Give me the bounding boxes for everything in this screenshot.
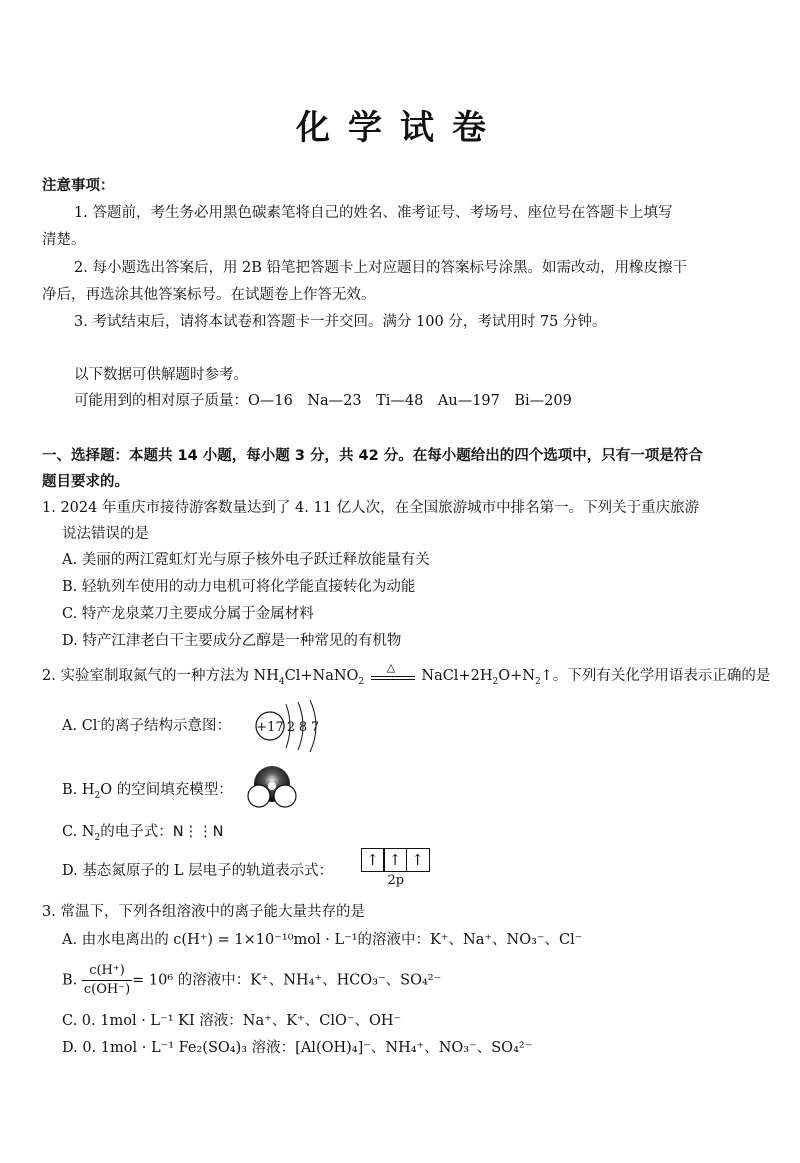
reference-atomic-masses: 可能用到的相对原子质量：O—16 Na—23 Ti—48 Au—197 Bi—209 bbox=[74, 393, 572, 409]
orbital-box-3: ↑ bbox=[406, 848, 430, 872]
q3-option-d: D. 0. 1mol · L⁻¹ Fe₂(SO₄)₃ 溶液：[Al(OH)₄]⁻、NH₄⁺、NO₃⁻、SO₄²⁻ bbox=[62, 1040, 533, 1056]
notice-item-2: 2. 每小题选出答案后，用 2B 铅笔把答题卡上对应题目的答案标号涂黑。如需改动，用橡皮擦干 bbox=[74, 260, 688, 276]
q2-option-d: D. 基态氮原子的 L 层电子的轨道表示式： bbox=[62, 863, 334, 879]
q3-option-c: C. 0. 1mol · L⁻¹ KI 溶液：Na⁺、K⁺、ClO⁻、OH⁻ bbox=[62, 1013, 402, 1029]
q2-option-b: B. $H_2O$ 的空间填充模型： bbox=[62, 782, 233, 801]
orbital-box-2: ↑ bbox=[383, 848, 407, 872]
q1-option-d: D. 特产江津老白干主要成分乙醇是一种常见的有机物 bbox=[62, 633, 402, 649]
orbital-label: 2p bbox=[387, 873, 405, 888]
section-heading-line1: 一、选择题：本题共 14 小题，每小题 3 分，共 42 分。在每小题给出的四个选项中，只有一项是符合 bbox=[42, 448, 703, 464]
q3-option-b: B. $\frac{c(H^+)}{c(OH^-)}$ = 10⁶ 的溶液中：K⁺、NH₄⁺、HCO₃⁻、SO₄²⁻ bbox=[62, 963, 442, 997]
q1-option-a: A. 美丽的两江霓虹灯光与原子核外电子跃迁释放能量有关 bbox=[62, 552, 430, 568]
nucleus-charge-label: +17 bbox=[256, 720, 284, 735]
reaction-heat-arrow: △ bbox=[369, 668, 417, 684]
q2-stem: 2. 实验室制取氮气的一种方法为 $NH_4Cl+NaNO_2$ △ $NaCl+2H_2O+N_2↑$。下列有关化学用语表示正确的是 bbox=[42, 661, 771, 687]
orbital-diagram bbox=[362, 848, 430, 888]
notice-item-2-cont: 净后，再选涂其他答案标号。在试题卷上作答无效。 bbox=[42, 287, 376, 303]
notice-item-1-cont: 清楚。 bbox=[42, 232, 86, 248]
notice-item-1: 1. 答题前，考生务必用黑色碳素笔将自己的姓名、准考证号、考场号、座位号在答题卡上填写 bbox=[74, 205, 673, 221]
q3-stem: 3. 常温下，下列各组溶液中的离子能大量共存的是 bbox=[42, 904, 365, 920]
q3-option-a: A. 由水电离出的 c(H⁺) = 1×10⁻¹⁰mol · L⁻¹的溶液中：K⁺、Na⁺、NO₃⁻、Cl⁻ bbox=[62, 932, 583, 948]
notice-item-3: 3. 考试结束后，请将本试卷和答题卡一并交回。满分 100 分，考试用时 75 分钟。 bbox=[74, 314, 607, 330]
orbital-box-1: ↑ bbox=[361, 848, 385, 872]
nitrogen-electron-formula: N⋮⋮N bbox=[172, 824, 224, 840]
q2-option-a: A. Cl-的离子结构示意图： bbox=[62, 717, 231, 734]
q1-option-b: B. 轻轨列车使用的动力电机可将化学能直接转化为动能 bbox=[62, 579, 416, 595]
page-title: 化学试卷 bbox=[296, 108, 504, 148]
q1-stem-cont: 说法错误的是 bbox=[62, 526, 149, 542]
shell-3-count: 7 bbox=[310, 720, 320, 735]
water-space-filling-model bbox=[244, 764, 300, 812]
hydrogen-hydroxide-ratio: $\frac{c(H^+)}{c(OH^-)}$ bbox=[83, 963, 131, 997]
notice-heading: 注意事项： bbox=[42, 178, 115, 194]
q2-option-c: C. $N_2$的电子式：N⋮⋮N bbox=[62, 824, 224, 843]
reference-intro: 以下数据可供解题时参考。 bbox=[74, 367, 248, 383]
q1-option-c: C. 特产龙泉菜刀主要成分属于金属材料 bbox=[62, 606, 314, 622]
chloride-ion-structure-diagram bbox=[252, 700, 332, 756]
shell-2-count: 8 bbox=[298, 720, 308, 735]
shell-1-count: 2 bbox=[286, 720, 296, 735]
q1-stem: 1. 2024 年重庆市接待游客数量达到了 4. 11 亿人次，在全国旅游城市中排名第一。下列关于重庆旅游 bbox=[42, 500, 700, 516]
section-heading-line2: 题目要求的。 bbox=[42, 474, 129, 490]
